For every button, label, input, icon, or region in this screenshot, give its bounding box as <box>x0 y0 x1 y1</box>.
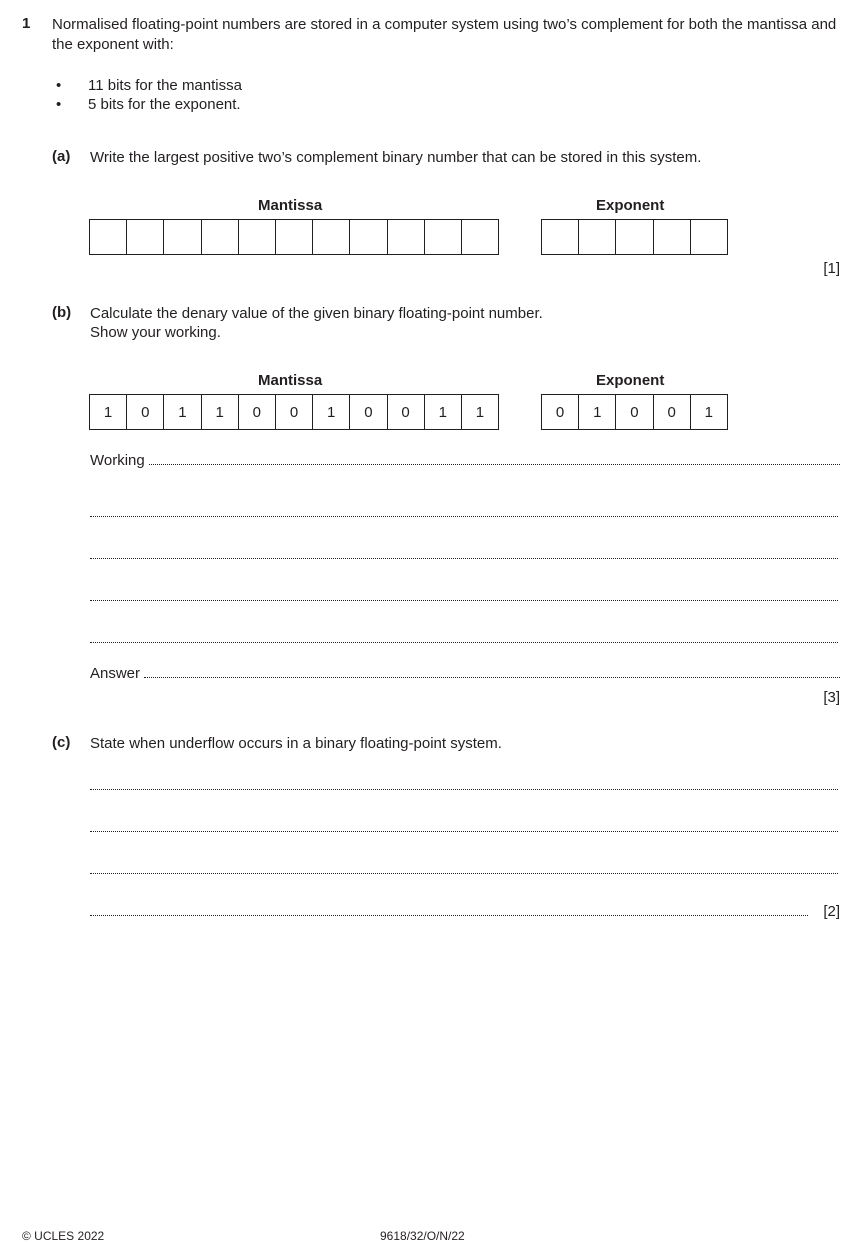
bullet-text: 11 bits for the mantissa <box>88 77 242 94</box>
exponent-bit: 0 <box>541 394 579 430</box>
exponent-bit: 1 <box>578 394 616 430</box>
mantissa-bit-box[interactable] <box>349 219 387 255</box>
bullet-dot: • <box>56 96 62 113</box>
part-c-text: State when underflow occurs in a binary floating-point system. <box>90 735 502 752</box>
exponent-bit-box[interactable] <box>578 219 616 255</box>
mantissa-bit-box[interactable] <box>424 219 462 255</box>
mantissa-bit: 0 <box>275 394 313 430</box>
working-label: Working <box>90 452 145 469</box>
mantissa-bit: 1 <box>201 394 239 430</box>
mantissa-bit: 1 <box>424 394 462 430</box>
mantissa-bit-box[interactable] <box>238 219 276 255</box>
answer-line[interactable] <box>90 642 838 643</box>
answer-line[interactable] <box>90 915 808 916</box>
mantissa-bit: 1 <box>461 394 499 430</box>
part-a-mantissa-boxes <box>89 219 499 255</box>
part-b-marks: [3] <box>823 689 840 706</box>
bullet-text: 5 bits for the exponent. <box>88 96 241 113</box>
footer-code: 9618/32/O/N/22 <box>380 1229 465 1243</box>
mantissa-bit: 1 <box>89 394 127 430</box>
part-c-label: (c) <box>52 734 71 751</box>
exponent-bit: 0 <box>653 394 691 430</box>
part-a-text: Write the largest positive two’s complement binary number that can be stored in this system. <box>90 149 702 166</box>
part-a-exponent-header: Exponent <box>596 197 665 214</box>
exponent-bit: 1 <box>690 394 728 430</box>
exponent-bit-box[interactable] <box>690 219 728 255</box>
footer-copyright: © UCLES 2022 <box>22 1229 105 1243</box>
answer-line[interactable] <box>90 789 838 790</box>
part-a-label: (a) <box>52 148 71 165</box>
mantissa-bit-box[interactable] <box>89 219 127 255</box>
mantissa-bit-box[interactable] <box>163 219 201 255</box>
question-number: 1 <box>22 15 31 32</box>
part-b-exponent-boxes <box>541 394 728 430</box>
part-a-exponent-boxes <box>541 219 728 255</box>
exponent-bit: 0 <box>615 394 653 430</box>
answer-label: Answer <box>90 665 141 682</box>
part-b-text-line1: Calculate the denary value of the given binary floating-point number. <box>90 305 543 322</box>
part-a-marks: [1] <box>823 260 840 277</box>
mantissa-bit-box[interactable] <box>387 219 425 255</box>
bullet-dot: • <box>56 77 62 94</box>
mantissa-bit-box[interactable] <box>312 219 350 255</box>
mantissa-bit: 0 <box>126 394 164 430</box>
part-b-mantissa-boxes <box>89 394 499 430</box>
exponent-bit-box[interactable] <box>541 219 579 255</box>
mantissa-bit-box[interactable] <box>201 219 239 255</box>
mantissa-bit: 0 <box>349 394 387 430</box>
answer-line[interactable] <box>90 600 838 601</box>
answer-line[interactable] <box>90 831 838 832</box>
part-c-marks: [2] <box>823 903 840 920</box>
dotted-fill <box>144 677 840 678</box>
answer-entry-line[interactable] <box>90 665 840 682</box>
dotted-fill <box>149 464 840 465</box>
answer-line[interactable] <box>90 558 838 559</box>
exponent-bit-box[interactable] <box>653 219 691 255</box>
mantissa-bit: 0 <box>238 394 276 430</box>
answer-line[interactable] <box>90 873 838 874</box>
mantissa-bit-box[interactable] <box>275 219 313 255</box>
part-b-label: (b) <box>52 304 72 321</box>
mantissa-bit-box[interactable] <box>461 219 499 255</box>
part-b-exponent-header: Exponent <box>596 372 665 389</box>
part-b-text-line2: Show your working. <box>90 324 221 341</box>
working-line[interactable] <box>90 452 840 469</box>
question-intro: Normalised floating-point numbers are stored in a computer system using two’s complement for both the mantissa and the exponent with: <box>52 16 837 53</box>
part-a-mantissa-header: Mantissa <box>258 197 323 214</box>
part-b-mantissa-header: Mantissa <box>258 372 323 389</box>
mantissa-bit: 1 <box>163 394 201 430</box>
exponent-bit-box[interactable] <box>615 219 653 255</box>
mantissa-bit-box[interactable] <box>126 219 164 255</box>
answer-line[interactable] <box>90 516 838 517</box>
mantissa-bit: 0 <box>387 394 425 430</box>
mantissa-bit: 1 <box>312 394 350 430</box>
